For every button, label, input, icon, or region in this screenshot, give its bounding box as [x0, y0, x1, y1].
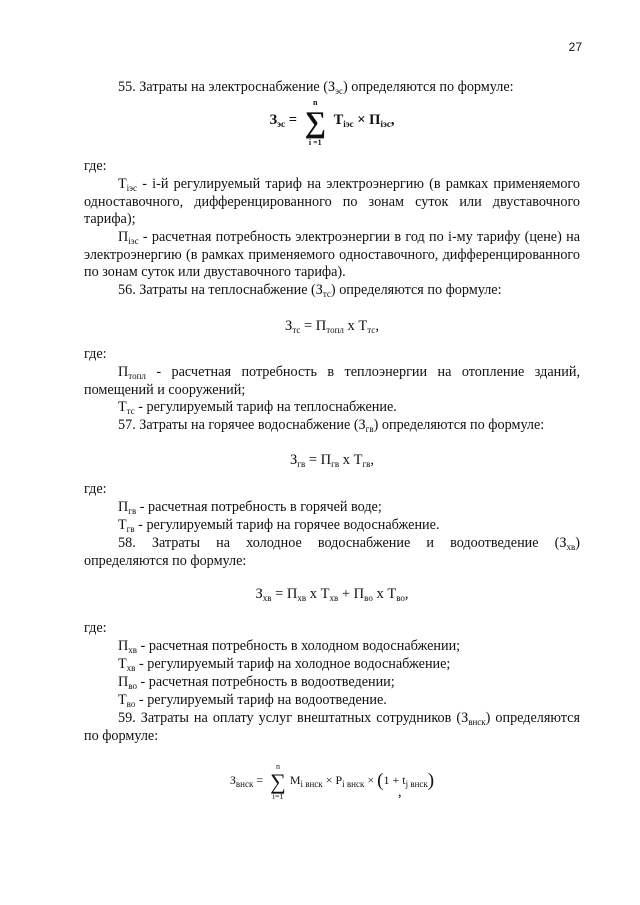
sum-symbol-2: ∑ n i=1	[270, 762, 286, 801]
p56-def-2: $Т_{тс}$ - регулируемый тариф на теплоснабжение.	[118, 399, 397, 416]
formula-hot-water: $З_{гв} = П_{гв}$ х $Т_{гв}$,	[289, 452, 375, 469]
formula-cold-water: $З_{хв} = П_{хв}$ х $Т_{хв} + П_{во}$ х $Т_{во}$,	[255, 586, 409, 603]
p56-intro: 56. Затраты на теплоснабжение $(З_{тс})$ определяются по формуле:	[118, 282, 502, 299]
p55-where: где:	[84, 158, 107, 174]
p56-where: где:	[84, 346, 107, 362]
p57-def-1: $П_{гв}$ - расчетная потребность в горячей воде;	[118, 499, 382, 516]
formula-electricity: $З_{эс}$ = ∑ n i =1 $T_{iэс} \times П_{iэс}$,	[269, 98, 395, 147]
page-number: 27	[568, 40, 582, 54]
formula-external-staff-comma: ,	[398, 784, 402, 800]
formula-heating: $З_{тс} = П_{топл}$ х $Т_{тс}$,	[285, 318, 379, 335]
p58-def-3: $П_{во}$ - расчетная потребность в водоотведении;	[118, 674, 395, 691]
sum-symbol: ∑ n i =1	[304, 98, 326, 147]
p57-def-2: $Т_{гв}$ - регулируемый тариф на горячее водоснабжение.	[118, 517, 440, 534]
p58-def-4: $Т_{во}$ - регулируемый тариф на водоотведение.	[118, 692, 387, 709]
p59-intro: 59. Затраты на оплату услуг внештатных сотрудников $(З_{внск})$ определяются по формуле:	[84, 710, 580, 744]
p58-def-1: $П_{хв}$ - расчетная потребность в холодном водоснабжении;	[118, 638, 461, 655]
p55-def-2: $П_{iэс}$ - расчетная потребность электроэнергии в год по i-му тарифу (цене) на электроэнергию (в рамках применяемого одноставочного, дифференцированного по зонам суток или двуставочного тарифа).	[84, 229, 580, 281]
p55-intro: 55. Затраты на электроснабжение $(З_{эс})$ определяются по формуле:	[118, 79, 514, 96]
formula-external-staff: $З_{внск}$ = ∑ n i=1 $M_{i внск} \times P_{i внск} \times (1 + t_{j внск})$	[229, 762, 435, 801]
p57-where: где:	[84, 481, 107, 497]
p55-def-1: $T_{iэс} - i-й$ регулируемый тариф на электроэнергию (в рамках применяемого одноставочного, дифференцированного по зонам суток или двуставочного тарифа);	[84, 176, 580, 228]
p57-intro: 57. Затраты на горячее водоснабжение $(З_{гв})$ определяются по формуле:	[118, 417, 545, 434]
p56-def-1: $П_{топл}$ - расчетная потребность в теплоэнергии на отопление зданий, помещений и сооружений;	[84, 364, 580, 398]
p58-intro: 58. Затраты на холодное водоснабжение и водоотведение $(З_{хв})$ определяются по формуле:	[84, 535, 580, 569]
p58-where: где:	[84, 620, 107, 636]
p58-def-2: $Т_{хв}$ - регулируемый тариф на холодное водоснабжение;	[118, 656, 451, 673]
